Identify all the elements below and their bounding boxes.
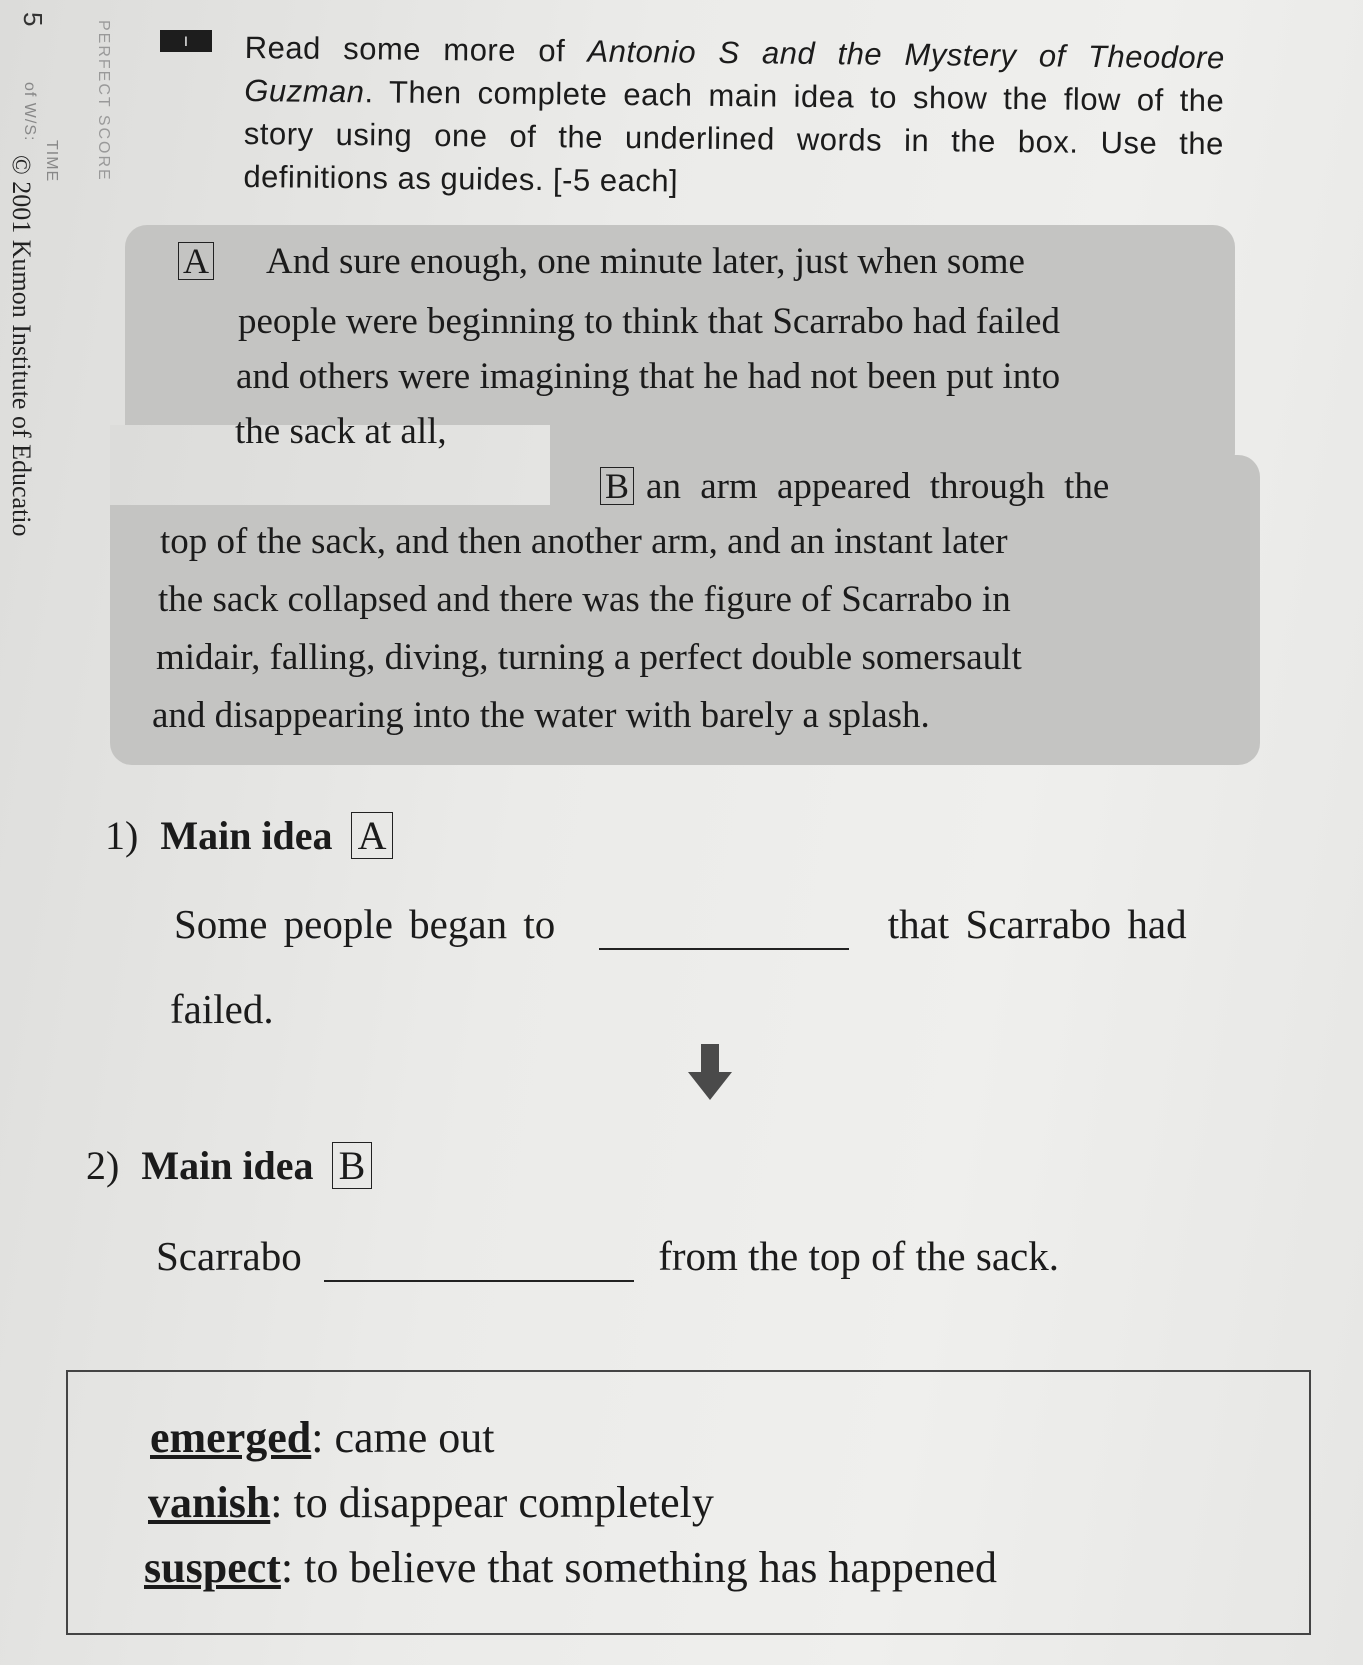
main-idea-2-heading: 2) Main idea B — [86, 1142, 372, 1189]
answer-blank-2[interactable] — [324, 1232, 634, 1282]
instructions — [243, 26, 1225, 208]
definition-item: emerged: came out — [150, 1413, 495, 1462]
passage-a-line: A And sure enough, one minute later, just when some — [178, 240, 1025, 283]
definition-item: vanish: to disappear completely — [148, 1478, 714, 1527]
story-title: Antonio S and the Mystery of Theodore Guzman — [244, 33, 1225, 110]
copyright-notice: © 2001 Kumon Institute of Educatio — [7, 155, 36, 537]
main-idea-1-sentence: Some people began to that Scarrabo had — [174, 900, 1187, 950]
time-label: TIME — [43, 140, 60, 183]
passage-a-line: and others were imagining that he had not been put into — [236, 356, 1061, 397]
word-box — [66, 1370, 1311, 1635]
main-idea-1-continuation: failed. — [170, 986, 274, 1032]
ws-label: of W/S: — [21, 82, 38, 142]
passage-a-line: people were beginning to think that Scarrabo had failed — [238, 301, 1060, 342]
main-idea-2-box: B — [332, 1142, 373, 1189]
main-idea-1-heading: 1) Main idea A — [105, 812, 393, 859]
passage-b-line: midair, falling, diving, turning a perfect double somersault — [156, 637, 1022, 678]
passage-b-line: the sack collapsed and there was the figure of Scarrabo in — [158, 579, 1011, 620]
main-idea-2-sentence: Scarrabo from the top of the sack. — [156, 1232, 1059, 1282]
passage-b-line: top of the sack, and then another arm, and an instant later — [160, 521, 1008, 562]
passage-b-label: B — [600, 467, 634, 505]
section-badge: I — [160, 30, 212, 52]
instructions-part1: Read some more of — [244, 29, 588, 69]
instructions-part2: . Then complete each main idea to show the flow of the story using one of the underlined words in the box. Use the definitions as guides. [-5 each] — [243, 74, 1225, 199]
down-arrow-icon — [688, 1044, 732, 1100]
passage-b-line: and disappearing into the water with barely a splash. — [152, 695, 930, 736]
passage-a-line: the sack at all, — [235, 411, 447, 452]
perfect-score-label: PERFECT SCORE — [95, 20, 112, 182]
page-number: 5 — [18, 12, 48, 27]
main-idea-1-box: A — [351, 812, 394, 859]
passage-b-line: B an arm appeared through the — [600, 465, 1109, 508]
passage-a-label: A — [178, 242, 214, 280]
answer-blank-1[interactable] — [599, 900, 849, 950]
definition-item: suspect: to believe that something has happened — [144, 1543, 997, 1592]
